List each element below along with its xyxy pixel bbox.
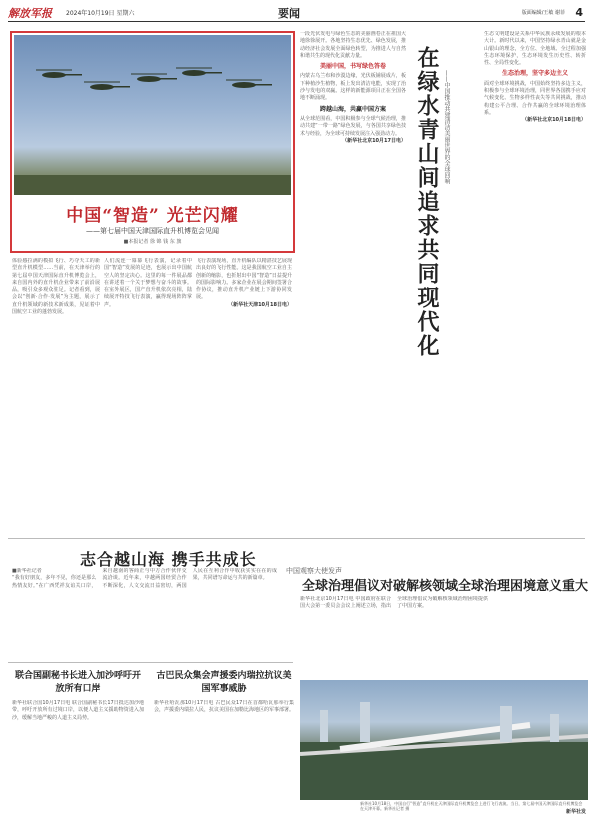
story2-body (12, 568, 277, 658)
helicopter-icon (84, 82, 130, 90)
lead-paragraph: 体验感拉满的模拟飞行、巧夺天工的新型直升机模型……当前，在天津举行的第七届中国天津国际直升机博览会上，来自国内外的直升机企业带来了前沿展品，吸引众多观众驻足。记者看到，展会以“创新·合作·发展”为主题，展示了直升机领域的新技术新成果，见证着中国航空工业的蓬勃发展。 (12, 258, 100, 316)
helicopter-icon (36, 70, 82, 78)
page-editors: 版面编辑/王敏 谢菲 (521, 10, 565, 16)
green-paragraph: 从全球范围看，中国积极参与全球气候治理，推动共建“一带一路”绿色发展，与各国共享绿色技术与经验，为全球可持续发展注入强劲动力。 (300, 115, 406, 137)
helicopter-formation-illustration (14, 35, 291, 195)
green-footer: （新华社北京10月17日电） (342, 137, 406, 144)
feature-title: 在绿水青山间追求共同现代化 (414, 46, 440, 358)
bottom-left-body (12, 700, 144, 810)
banner-kicker: 中国观察大使发声 (286, 567, 342, 575)
divider-line (8, 538, 585, 539)
helicopter-icon (176, 68, 222, 76)
feature-footer: （新华社北京10月18日电） (522, 117, 586, 124)
issue-date: 2024年10月19日 星期六 (66, 10, 135, 17)
bottom-mid-paragraph: 新华社哈瓦那10月17日电 古巴民众17日在首都哈瓦那举行集会，声援委内瑞拉人民，抗议美国在加勒比海地区的军事部署。 (154, 700, 294, 714)
lead-story-box (10, 31, 295, 253)
banner-title: 全球治理倡议对破解核领域全球治理困境意义重大 (302, 579, 589, 594)
helicopter-photo (14, 35, 291, 195)
divider-line (8, 662, 293, 663)
feature-paragraph: 面对全球环境挑战，中国始终坚持多边主义，积极参与全球环境治理，同世界各国携手应对气候变化、生物多样性丧失等共同挑战，推动构建公平合理、合作共赢的全球环境治理体系。 (484, 80, 586, 116)
rail-landscape-illustration (300, 680, 588, 800)
feature-column (484, 31, 586, 536)
lead-byline: ■本报记者 徐 锦 钱 东 旗 (123, 239, 182, 245)
lead-footer: （新华社天津10月18日电） (228, 301, 292, 308)
feature-paragraph: 生态文明建设是关系中华民族永续发展的根本大计。新时代以来，中国坚持绿水青山就是金山银山的理念，全方位、全地域、全过程加强生态环境保护，生态环境发生历史性、转折性、全局性变化。 (484, 31, 586, 67)
bottom-mid-body (154, 700, 294, 810)
banner-paragraph: 新华社北京10月17日电 中国政府在联合国大会第一委员会会议上阐述立场，指出全球治理倡议为破解核领域治理困境提供了中国方案。 (300, 596, 488, 610)
bottom-mid-title: 古巴民众集会声援委内瑞拉抗议美国军事威胁 (156, 671, 292, 694)
newspaper-logo: 解放军报 (8, 6, 52, 20)
lead-paragraph: 人们流连一幕幕飞行表演，记录着中国“智造”发展的足迹，也展示出中国航空人的坚定决心。这里的每一件展品都在讲述着一个关于梦想与奋斗的故事。在室外展区，国产直升机依次亮相，陆续展开特技飞行表演，赢得现场阵阵掌声。 (104, 258, 192, 308)
lead-subhead: ——第七届中国天津国际直升机博览会见闻 (86, 227, 219, 235)
lead-body-col1 (12, 258, 100, 532)
story2-title: 志合越山海 携手共成长 (80, 550, 257, 569)
lead-body-col3 (196, 258, 292, 532)
bottom-left-paragraph: 新华社联合国10月17日电 联合国副秘书长17日抵达加沙地带，呼吁开放所有过境口岸，以便人道主义援助物资进入加沙，缓解当地严峻的人道主义局势。 (12, 700, 144, 721)
lead-paragraph: 飞行表演现场，直升机编队以精湛技艺展现出良好的飞行性能。这是我国航空工业自主创新的缩影，也折射出中国“智造”日益提升的国际影响力。多家企业在展会期间签署合作协议，推动直升机产业链上下游协同发展。 (196, 258, 292, 301)
feature-subtitle: ——中国推动共建清洁美丽世界的全球回响 (443, 70, 450, 184)
helicopter-icon (131, 74, 177, 82)
bottom-left-title: 联合国副秘书长进入加沙呼吁开放所有口岸 (14, 671, 141, 694)
feature-subhead: 生态治理，坚守多边主义 (501, 70, 568, 78)
masthead (8, 4, 585, 22)
green-subhead-2: 跨越山海，共赢中国方案 (319, 105, 386, 113)
green-subhead-1: 美丽中国，书写绿色答卷 (319, 63, 386, 71)
section-title: 要闻 (278, 6, 300, 20)
photo-caption: 新华社10月18日，中国自行“智造”直升机在天津国际直升机博览会上进行飞行表演。当日，第七届中国天津国际直升机博览会在天津开幕。新华社记者 摄 (360, 801, 583, 811)
helicopter-icon (226, 80, 272, 88)
photo-credit: 新华社发 (566, 809, 587, 815)
green-paragraph: 一段光伏发电与绿色生态的美丽画卷正在祖国大地徐徐展开。各地坚持生态优先、绿色发展，推动经济社会发展全面绿色转型，为推进人与自然和谐共生的现代化贡献力量。 (300, 31, 406, 59)
banner-body (300, 596, 585, 676)
story2-byline: ■新华社记者 (12, 568, 42, 574)
lead-headline: 中国“智造” 光芒闪耀 (66, 206, 239, 226)
highspeed-rail-photo (300, 680, 588, 800)
lead-body-col2 (104, 258, 192, 532)
story2-paragraph: “我有好朋友，多年不见，你还是那么热情友好。”在广西凭祥友谊关口岸，来自越南的客商正与中方合作伙伴交流洽谈。近年来，中越两国经贸合作不断深化，人文交流日益密切，两国人民在互利合作中收获实实在在的成果，共同谱写命运与共的新篇章。 (12, 568, 277, 589)
page-number: 4 (575, 6, 583, 19)
green-column (300, 31, 406, 536)
green-paragraph: 内蒙古乌兰布和沙漠边缘，光伏板铺展成片，板下种植沙生植物，板上发出清洁电能，实现了治沙与发电的双赢。这样的新能源项目正在全国各地不断涌现。 (300, 73, 406, 102)
